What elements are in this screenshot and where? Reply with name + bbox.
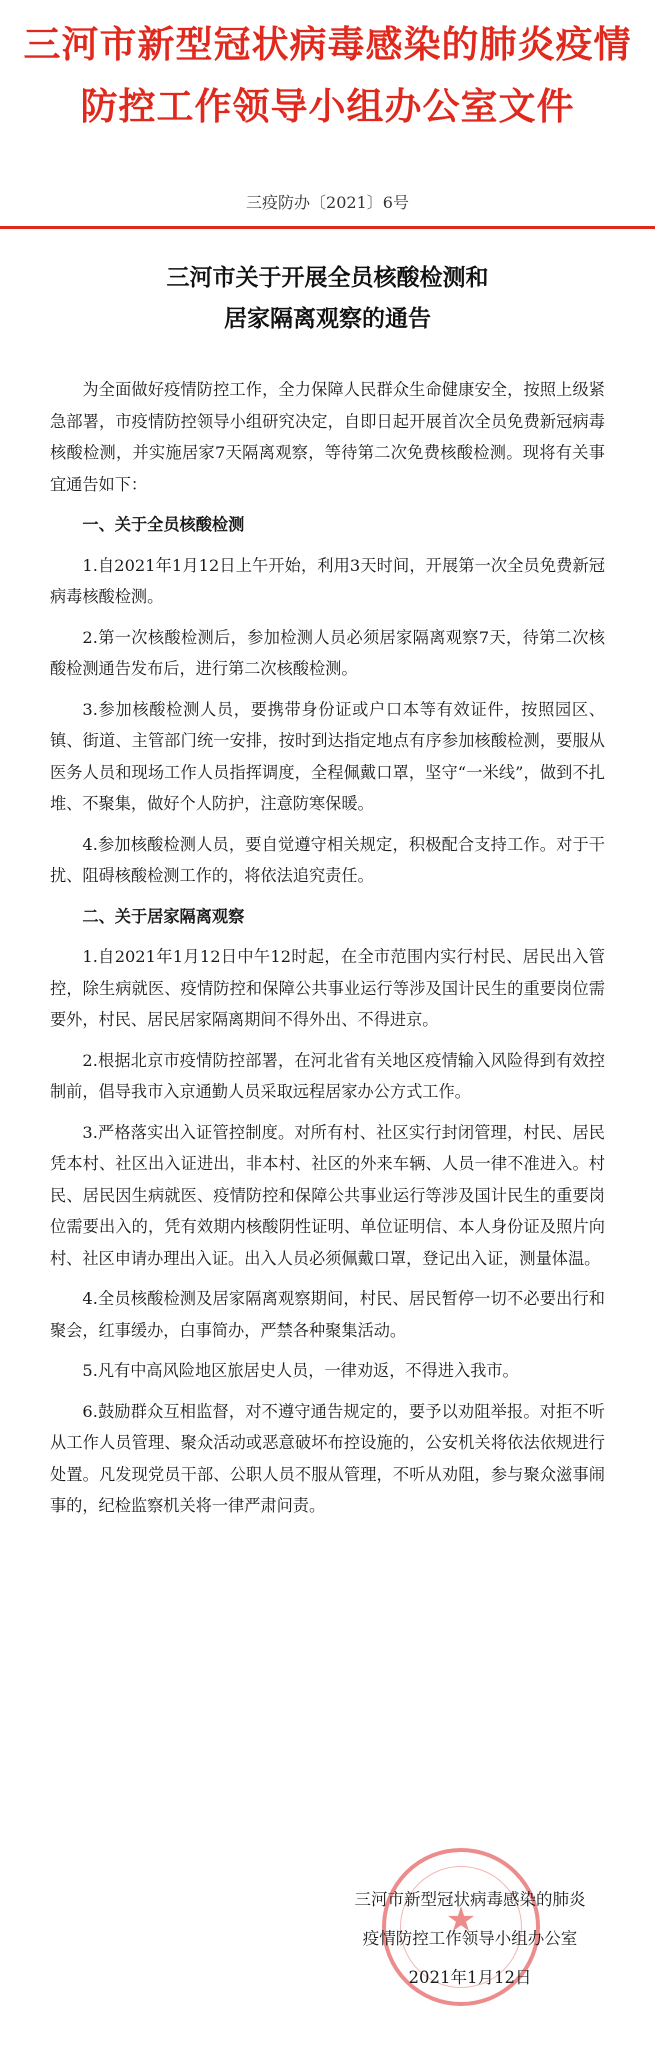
issuer-header [0,14,655,138]
list-item: 6.鼓励群众互相监督，对不遵守通告规定的，要予以劝阻举报。对拒不听从工作人员管理、聚众活动或恶意破坏布控设施的，公安机关将依法依规进行处置。凡发现党员干部、公职人员不服从管理，不听从劝阻，参与聚众滋事闹事的，纪检监察机关将一律严肃问责。 [50,1401,605,1515]
signature-org-line-2: 疫情防控工作领导小组办公室 [362,1929,578,1948]
notice-title-line-2: 居家隔离观察的通告 [224,306,431,332]
list-item: 1.自2021年1月12日中午12时起，在全市范围内实行村民、居民出入管控，除生病就医、疫情防控和保障公共事业运行等涉及国计民生的重要岗位需要外，村民、居民居家隔离期间不得外出、不得进京。 [50,947,605,1029]
issuer-header-line-2: 防控工作领导小组办公室文件 [80,85,575,128]
notice-title [0,258,655,340]
list-item: 4.参加核酸检测人员，要自觉遵守相关规定，积极配合支持工作。对于干扰、阻碍核酸检测工作的，将依法追究责任。 [50,834,605,885]
signature-block [300,1880,640,1997]
section-heading-quarantine: 二、关于居家隔离观察 [82,906,245,926]
list-item: 4.全员核酸检测及居家隔离观察期间，村民、居民暂停一切不必要出行和聚会，红事缓办，白事简办，严禁各种聚集活动。 [50,1289,605,1340]
section-heading-testing: 一、关于全员核酸检测 [82,515,245,534]
list-item: 3.严格落实出入证管控制度。对所有村、社区实行封闭管理，村民、居民凭本村、社区出入证进出，非本村、社区的外来车辆、人员一律不准进入。村民、居民因生病就医、疫情防控和保障公共事业运行等涉及国计民生的重要岗位需要出入的，凭有效期内核酸阴性证明、单位证明信、本人身份证及照片向村、社区申请办理出入证。出入人员必须佩戴口罩，登记出入证，测量体温。 [50,1122,605,1268]
document-number: 三疫防办〔2021〕6号 [246,193,409,212]
signature-org-line-1: 三河市新型冠状病毒感染的肺炎 [354,1890,586,1909]
list-item: 5.凡有中高风险地区旅居史人员，一律劝返，不得进入我市。 [82,1361,519,1380]
red-divider-line [0,226,655,229]
list-item: 2.第一次核酸检测后，参加检测人员必须居家隔离观察7天，待第二次核酸检测通告发布后，进行第二次核酸检测。 [50,627,605,678]
signature-date: 2021年1月12日 [408,1968,532,1987]
notice-body [50,374,605,1531]
intro-paragraph: 为全面做好疫情防控工作，全力保障人民群众生命健康安全，按照上级紧急部署，市疫情防控领导小组研究决定，自即日起开展首次全员免费新冠病毒核酸检测，并实施居家7天隔离观察，等待第二次免费核酸检测。现将有关事宜通告如下： [50,380,605,494]
notice-title-line-1: 三河市关于开展全员核酸检测和 [166,265,489,291]
list-item: 3.参加核酸检测人员，要携带身份证或户口本等有效证件，按照园区、镇、街道、主管部门统一安排，按时到达指定地点有序参加核酸检测，要服从医务人员和现场工作人员指挥调度，全程佩戴口罩，坚守“一米线”，做到不扎堆、不聚集，做好个人防护，注意防寒保暖。 [50,699,605,813]
seal-star-icon: ★ [445,1900,477,1940]
list-item: 2.根据北京市疫情防控部署，在河北省有关地区疫情输入风险得到有效控制前，倡导我市入京通勤人员采取远程居家办公方式工作。 [50,1050,605,1101]
issuer-header-line-1: 三河市新型冠状病毒感染的肺炎疫情 [23,23,632,66]
list-item: 1.自2021年1月12日上午开始，利用3天时间，开展第一次全员免费新冠病毒核酸检测。 [50,555,605,606]
